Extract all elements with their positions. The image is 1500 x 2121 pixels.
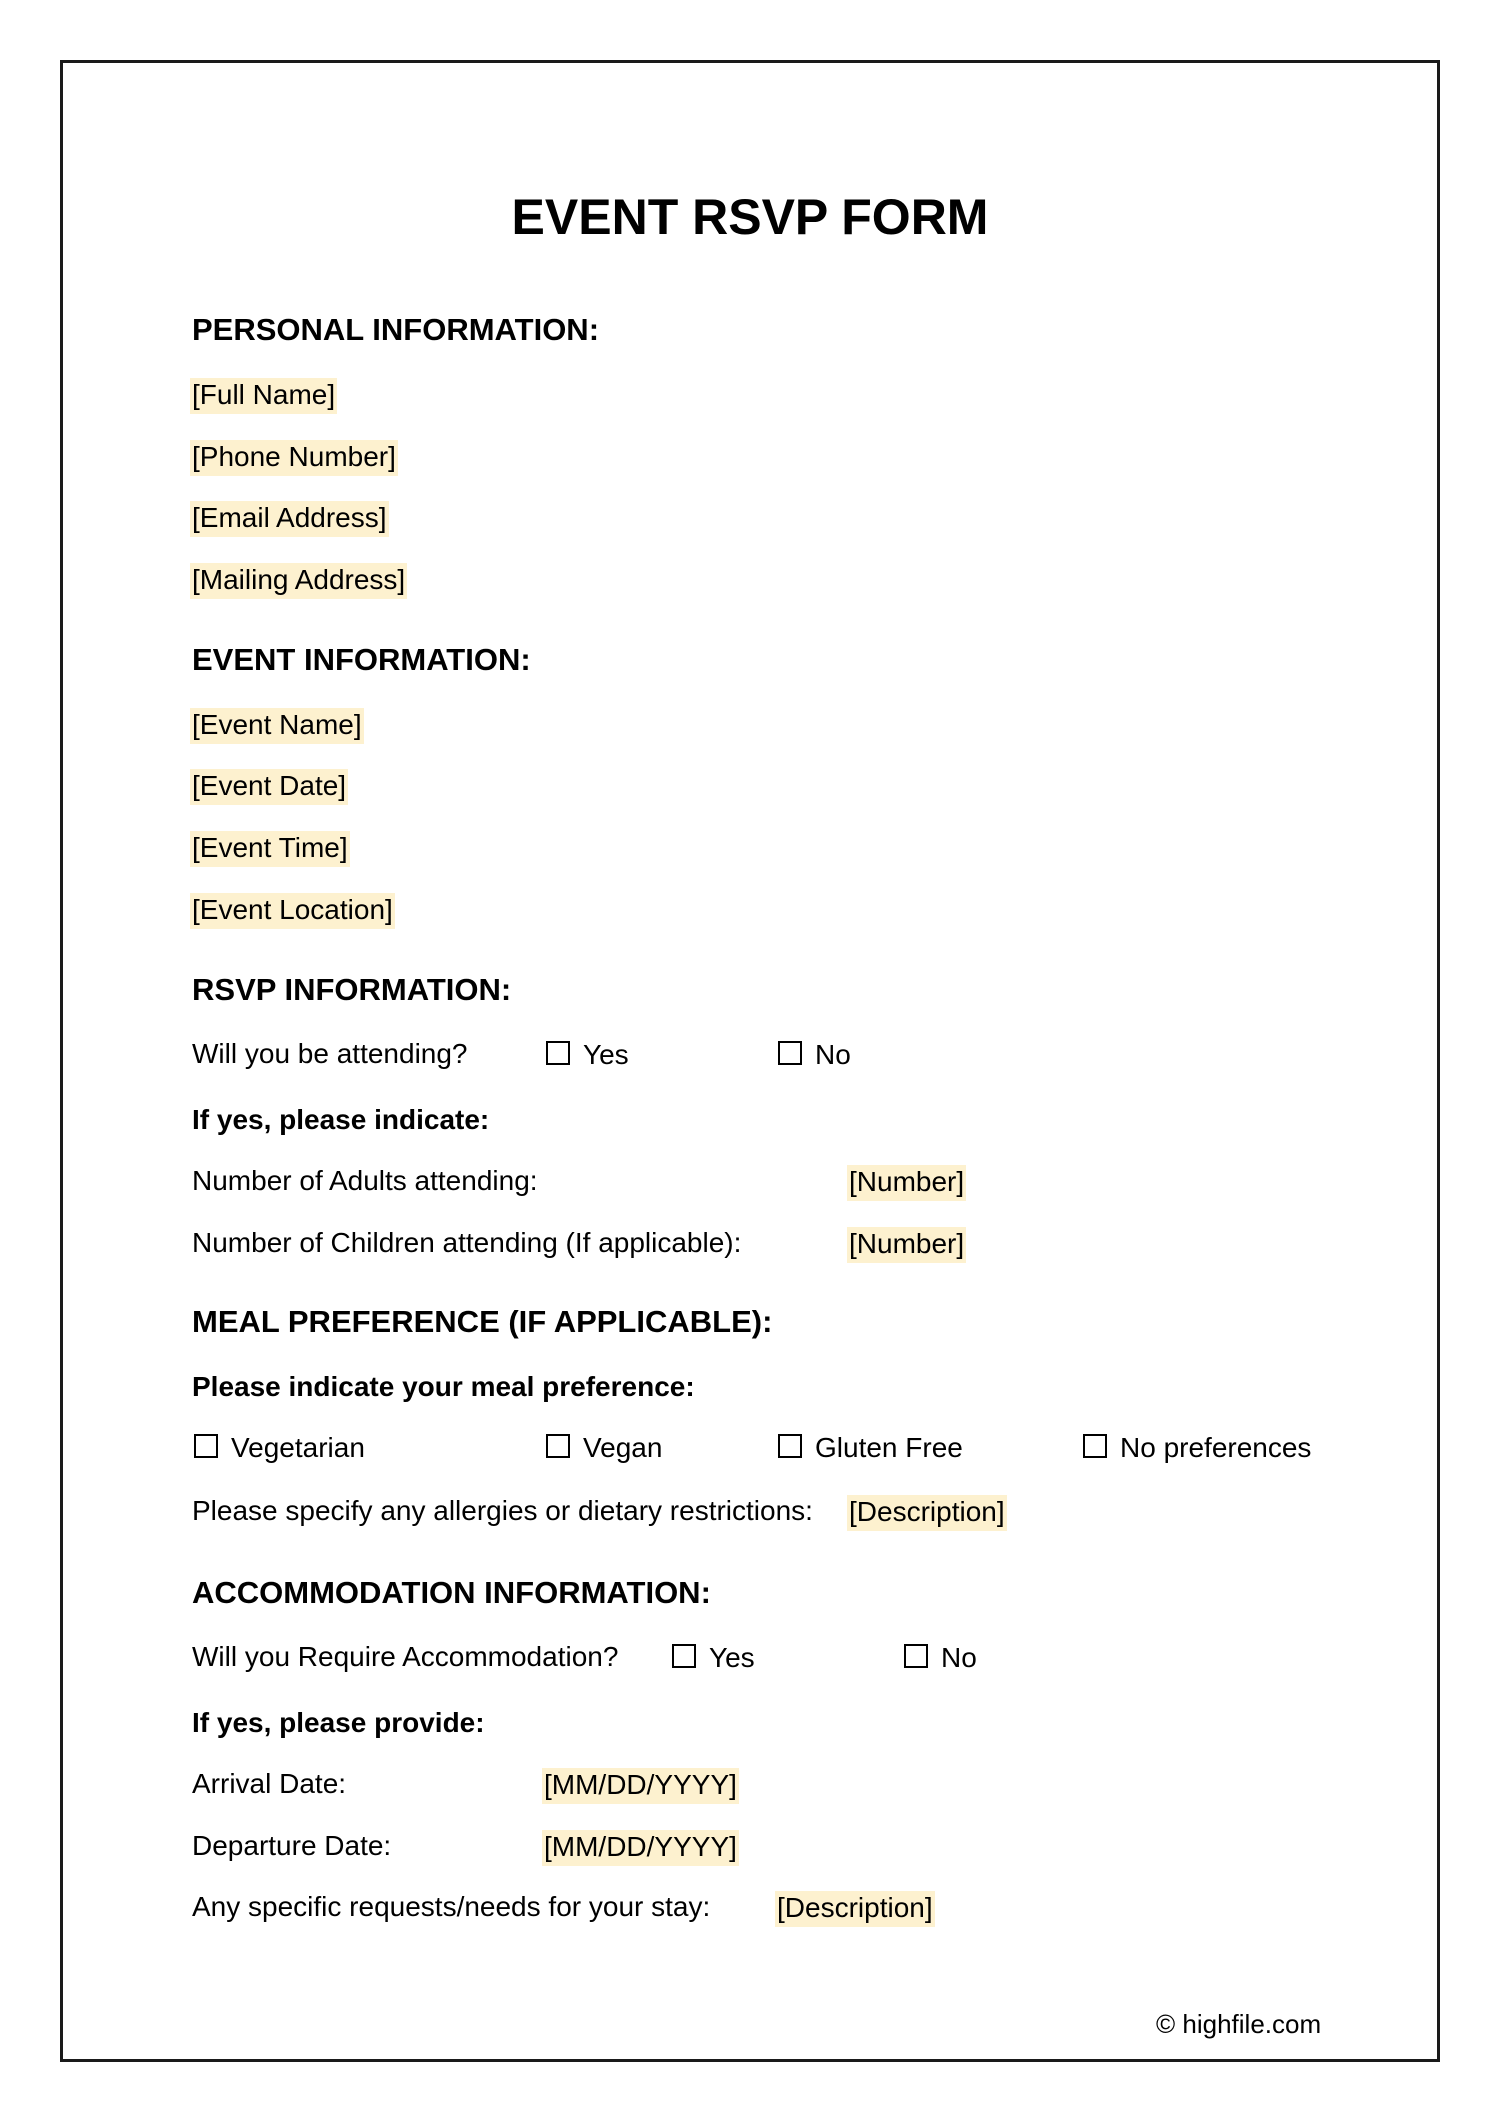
accommodation-no-checkbox[interactable] [904, 1644, 977, 1672]
attending-no-label: No [815, 1039, 851, 1070]
attending-no-checkbox[interactable] [778, 1041, 851, 1069]
form-title: EVENT RSVP FORM [511, 189, 989, 245]
attending-yes-label: Yes [583, 1039, 629, 1070]
special-requests-field[interactable]: [Description] [775, 1891, 935, 1927]
departure-date-label: Departure Date: [192, 1830, 392, 1861]
checkbox-icon [778, 1041, 802, 1065]
adults-label: Number of Adults attending: [192, 1165, 538, 1196]
email-address-field[interactable]: [Email Address] [190, 501, 389, 537]
departure-date-field[interactable]: [MM/DD/YYYY] [542, 1830, 739, 1866]
arrival-date-label: Arrival Date: [192, 1768, 347, 1799]
attending-question: Will you be attending? [192, 1038, 468, 1069]
accommodation-yes-checkbox[interactable] [672, 1644, 755, 1672]
accommodation-no-label: No [941, 1642, 977, 1673]
adults-number-field[interactable]: [Number] [847, 1165, 966, 1201]
checkbox-icon [904, 1644, 928, 1668]
accommodation-heading: ACCOMMODATION INFORMATION: [192, 1575, 711, 1610]
event-info-heading: EVENT INFORMATION: [192, 642, 531, 677]
personal-info-heading: PERSONAL INFORMATION: [192, 312, 600, 347]
full-name-field[interactable]: [Full Name] [190, 378, 337, 414]
meal-option-label: Vegetarian [231, 1432, 365, 1463]
phone-number-field[interactable]: [Phone Number] [190, 440, 398, 476]
event-time-field[interactable]: [Event Time] [190, 831, 350, 867]
children-label: Number of Children attending (If applicable): [192, 1227, 742, 1258]
mailing-address-field[interactable]: [Mailing Address] [190, 563, 407, 599]
event-date-field[interactable]: [Event Date] [190, 769, 348, 805]
checkbox-icon [1083, 1434, 1107, 1458]
children-number-field[interactable]: [Number] [847, 1227, 966, 1263]
meal-preference-heading: MEAL PREFERENCE (IF APPLICABLE): [192, 1304, 773, 1339]
meal-vegan-checkbox[interactable] [546, 1434, 662, 1462]
meal-indicate-label: Please indicate your meal preference: [192, 1371, 695, 1402]
accommodation-provide-label: If yes, please provide: [192, 1707, 485, 1738]
meal-vegetarian-checkbox[interactable] [194, 1434, 365, 1462]
rsvp-indicate-label: If yes, please indicate: [192, 1104, 490, 1135]
checkbox-icon [194, 1434, 218, 1458]
allergies-label: Please specify any allergies or dietary restrictions: [192, 1495, 813, 1526]
meal-option-label: Gluten Free [815, 1432, 963, 1463]
rsvp-info-heading: RSVP INFORMATION: [192, 972, 512, 1007]
checkbox-icon [546, 1434, 570, 1458]
event-name-field[interactable]: [Event Name] [190, 708, 364, 744]
meal-option-label: No preferences [1120, 1432, 1312, 1463]
footer-copyright: © highfile.com [1156, 2009, 1322, 2039]
event-location-field[interactable]: [Event Location] [190, 893, 395, 929]
checkbox-icon [546, 1041, 570, 1065]
attending-yes-checkbox[interactable] [546, 1041, 629, 1069]
meal-gluten-free-checkbox[interactable] [778, 1434, 963, 1462]
checkbox-icon [672, 1644, 696, 1668]
allergies-description-field[interactable]: [Description] [847, 1495, 1007, 1531]
arrival-date-field[interactable]: [MM/DD/YYYY] [542, 1768, 739, 1804]
checkbox-icon [778, 1434, 802, 1458]
meal-option-label: Vegan [583, 1432, 663, 1463]
special-requests-label: Any specific requests/needs for your stay: [192, 1891, 711, 1922]
accommodation-yes-label: Yes [709, 1642, 755, 1673]
accommodation-question: Will you Require Accommodation? [192, 1641, 619, 1672]
meal-no-preferences-checkbox[interactable] [1083, 1434, 1311, 1462]
